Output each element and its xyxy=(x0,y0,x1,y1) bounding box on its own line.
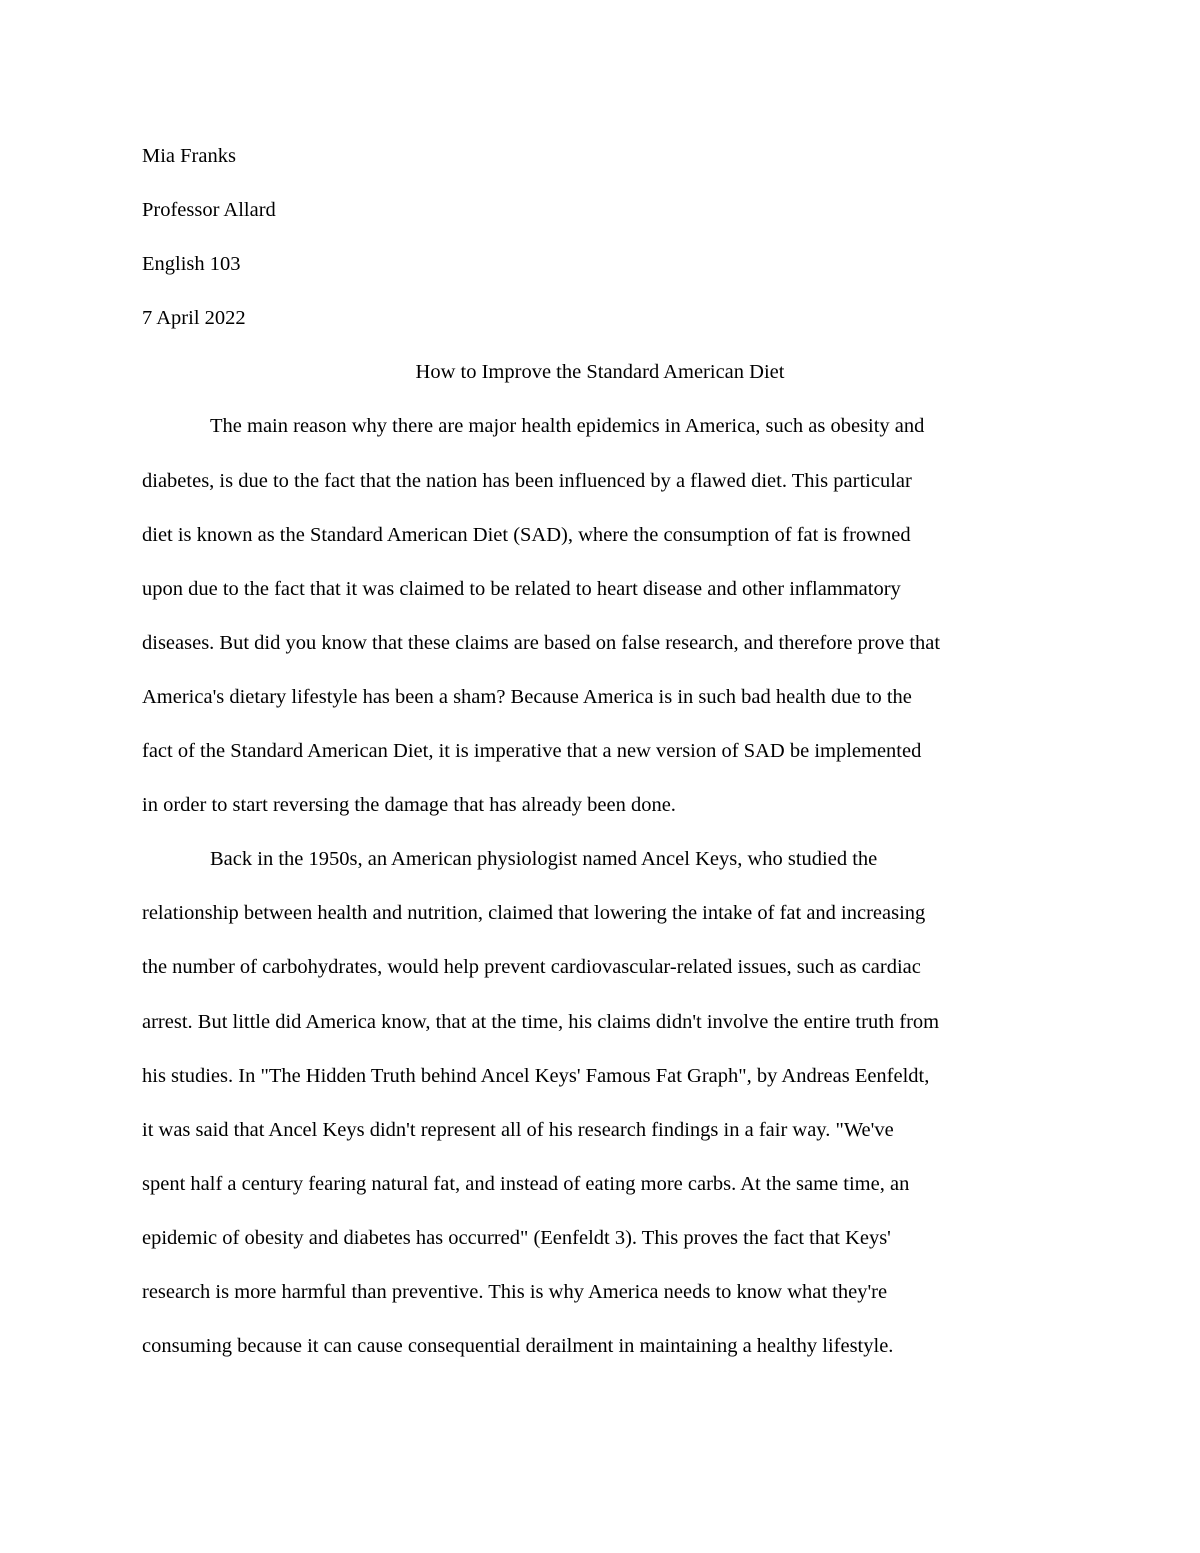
paragraph-line: epidemic of obesity and diabetes has occurred" (Eenfeldt 3). This proves the fact that Keys' xyxy=(142,1226,891,1249)
paragraph-line: fact of the Standard American Diet, it is imperative that a new version of SAD be implemented xyxy=(142,740,922,763)
paragraph-2 xyxy=(142,832,1058,1373)
paragraph-line: America's dietary lifestyle has been a sham? Because America is in such bad health due to the xyxy=(142,685,912,708)
paragraph-line: relationship between health and nutrition, claimed that lowering the intake of fat and increasing xyxy=(142,902,926,925)
paragraph-line: The main reason why there are major health epidemics in America, such as obesity and xyxy=(210,415,925,438)
paragraph-line: consuming because it can cause consequential derailment in maintaining a healthy lifestyle. xyxy=(142,1335,894,1358)
essay-date: 7 April 2022 xyxy=(142,307,246,330)
paragraph-line: his studies. In "The Hidden Truth behind Ancel Keys' Famous Fat Graph", by Andreas Eenfeldt, xyxy=(142,1064,930,1087)
paragraph-line: it was said that Ancel Keys didn't represent all of his research findings in a fair way. "We've xyxy=(142,1118,894,1141)
essay-body xyxy=(142,129,1058,1373)
paragraph-line: the number of carbohydrates, would help prevent cardiovascular-related issues, such as cardiac xyxy=(142,956,921,979)
paragraph-line: diabetes, is due to the fact that the nation has been influenced by a flawed diet. This particular xyxy=(142,469,912,492)
course-name: English 103 xyxy=(142,253,241,276)
paragraph-line: diet is known as the Standard American Diet (SAD), where the consumption of fat is frowned xyxy=(142,523,911,546)
paragraph-line: spent half a century fearing natural fat, and instead of eating more carbs. At the same time, an xyxy=(142,1172,910,1195)
paragraph-line: Back in the 1950s, an American physiologist named Ancel Keys, who studied the xyxy=(210,848,878,871)
instructor-name: Professor Allard xyxy=(142,199,276,222)
paragraph-1 xyxy=(142,399,1058,832)
essay-title: How to Improve the Standard American Diet xyxy=(415,361,785,384)
paragraph-line: research is more harmful than preventive. This is why America needs to know what they're xyxy=(142,1280,888,1303)
paragraph-line: diseases. But did you know that these claims are based on false research, and therefore prove that xyxy=(142,631,941,654)
paragraph-line: upon due to the fact that it was claimed to be related to heart disease and other inflammatory xyxy=(142,577,901,600)
paragraph-line: in order to start reversing the damage that has already been done. xyxy=(142,794,676,817)
paragraph-line: arrest. But little did America know, that at the time, his claims didn't involve the entire truth from xyxy=(142,1010,940,1033)
author-name: Mia Franks xyxy=(142,145,236,167)
